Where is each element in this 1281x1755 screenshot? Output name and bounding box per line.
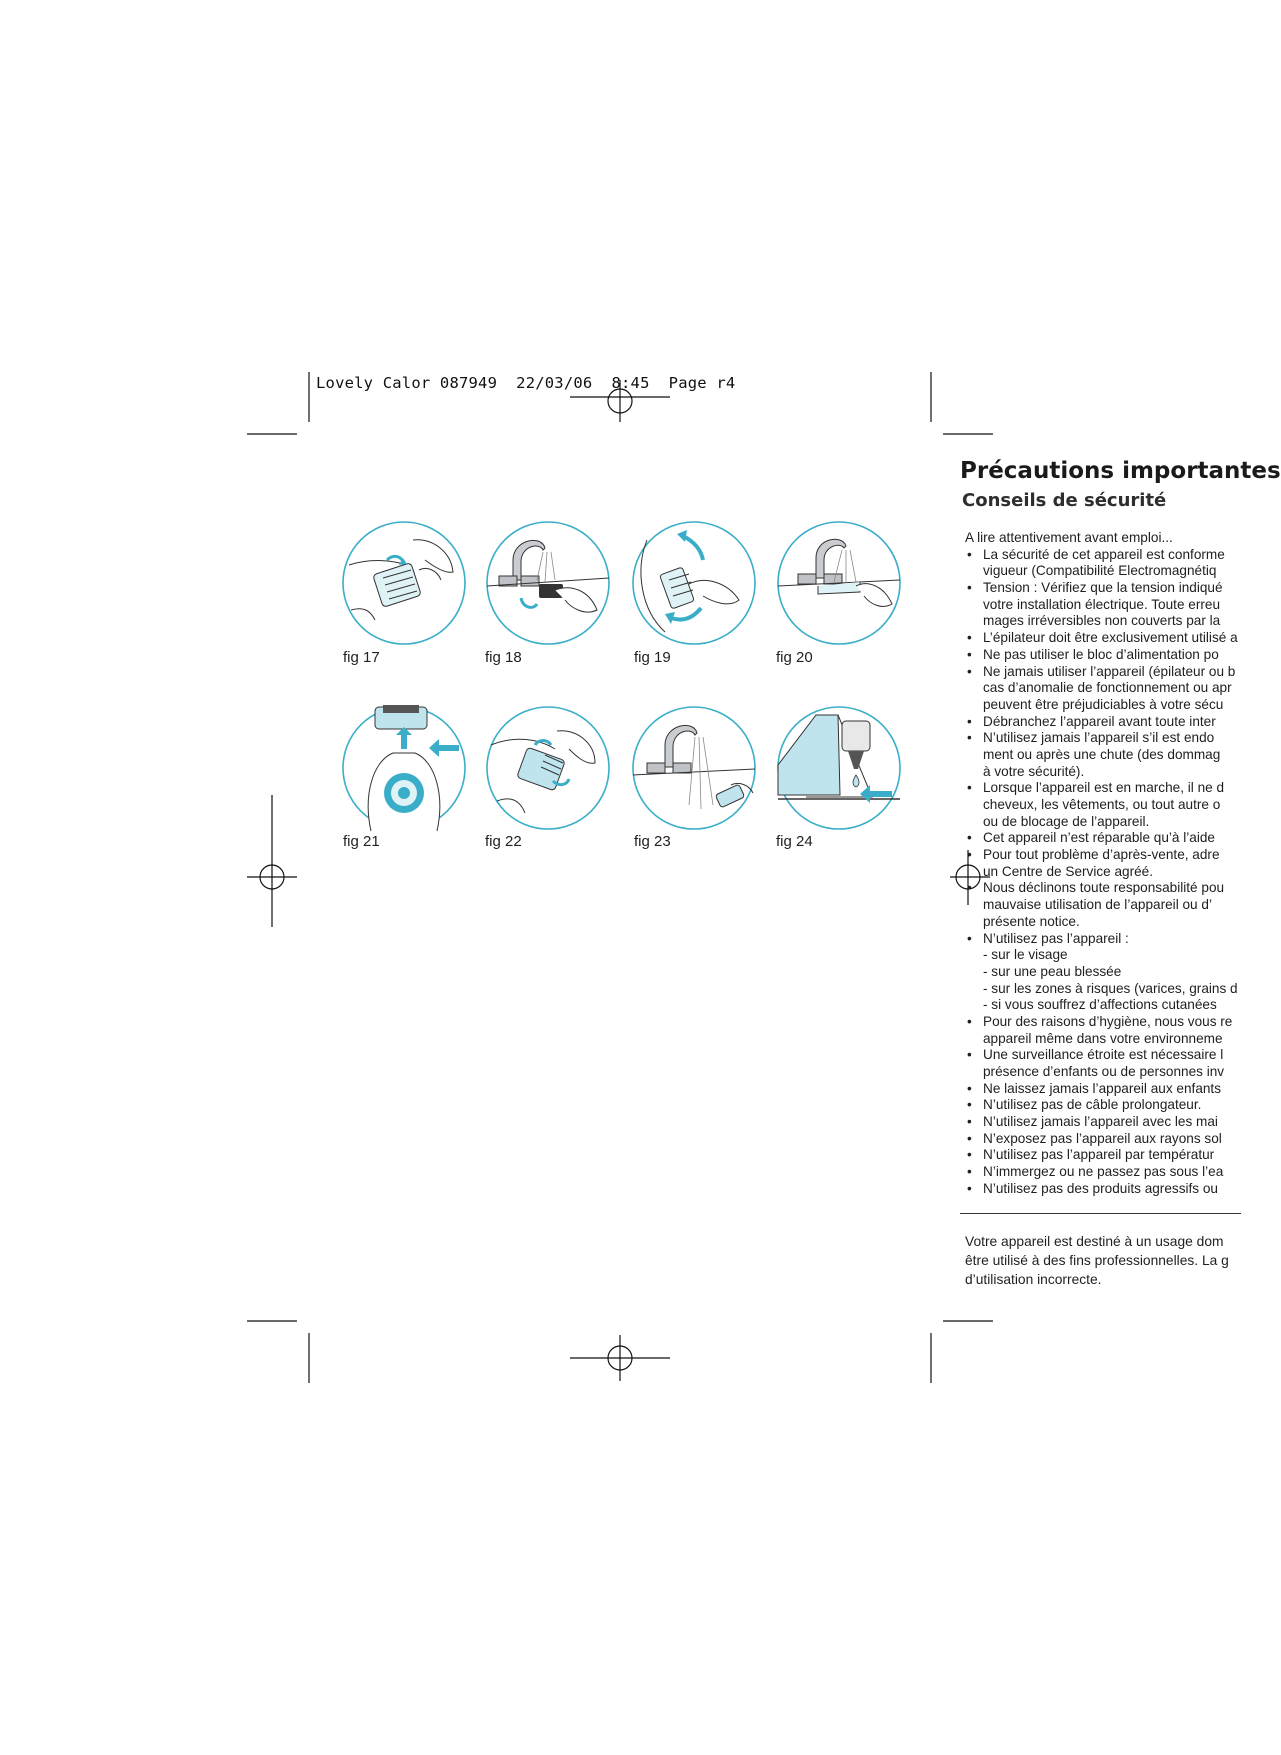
figure-caption: fig 23 — [634, 833, 671, 850]
footer-line: d’utilisation incorrecte. — [965, 1272, 1102, 1287]
section-title: Précautions importantes — [960, 458, 1281, 484]
shake-dry-icon — [631, 520, 757, 646]
bullet-item: • Ne laissez jamais l’appareil aux enfants — [965, 1081, 1241, 1098]
bullet-item: • Lorsque l’appareil est en marche, il ne d — [965, 780, 1241, 797]
divider — [960, 1213, 1241, 1214]
attach-head-icon — [341, 705, 467, 831]
bullet-item: • N’utilisez pas l’appareil : — [965, 931, 1241, 948]
text-line: - sur les zones à risques (varices, grains d — [983, 980, 1238, 996]
bullet-item: • N’exposez pas l’appareil aux rayons sol — [965, 1131, 1241, 1148]
figure-19 — [631, 520, 757, 646]
figure-caption: fig 18 — [485, 649, 522, 666]
text-line: mages irréversibles non couverts par la — [983, 613, 1221, 629]
brush-cleaning-icon — [341, 520, 467, 646]
text-line: cas d’anomalie de fonctionnement ou apr — [983, 680, 1232, 696]
figure-caption: fig 22 — [485, 833, 522, 850]
bullet-item: • N’utilisez pas de câble prolongateur. — [965, 1097, 1241, 1114]
figure-22 — [485, 705, 611, 831]
figure-20 — [776, 520, 902, 646]
bullet-item: • L’épilateur doit être exclusivement utilisé a — [965, 630, 1241, 647]
oil-drop-icon — [776, 705, 902, 831]
text-line: cheveux, les vêtements, ou tout autre o — [983, 797, 1221, 812]
figure-24 — [776, 705, 902, 831]
figure-21 — [341, 705, 467, 831]
text-line: vigueur (Compatibilité Electromagnétiq — [983, 563, 1217, 579]
bullet-item: • N’utilisez pas des produits agressifs ou — [965, 1181, 1241, 1198]
text-line: - sur une peau blessée — [983, 963, 1122, 979]
text-line: à votre sécurité). — [983, 763, 1085, 779]
bullet-item: • Pour tout problème d’après-vente, adre — [965, 847, 1241, 864]
footer-line: Votre appareil est destiné à un usage dom — [965, 1234, 1224, 1249]
tap-rinse-head-icon — [631, 705, 757, 831]
figure-18 — [485, 520, 611, 646]
text-line: ment ou après une chute (des dommag — [983, 746, 1221, 762]
bullet-item: • Tension : Vérifiez que la tension indiqué — [965, 580, 1241, 597]
text-line: mauvaise utilisation de l’appareil ou d’ — [983, 897, 1212, 913]
section-subtitle: Conseils de sécurité — [962, 490, 1167, 511]
bullet-item: • N’utilisez jamais l’appareil avec les mai — [965, 1114, 1241, 1131]
bullet-item: • Ne pas utiliser le bloc d’alimentation po — [965, 647, 1241, 664]
safety-instructions — [965, 530, 1241, 1198]
bullet-item: • Une surveillance étroite est nécessaire l — [965, 1047, 1241, 1064]
text-line: - si vous souffrez d’affections cutanées — [983, 997, 1217, 1013]
figure-caption: fig 21 — [343, 833, 380, 850]
usage-notice — [965, 1232, 1241, 1289]
bullet-item: • La sécurité de cet appareil est conforme — [965, 547, 1241, 564]
text-line: présente notice. — [983, 913, 1080, 929]
text-line: votre installation électrique. Toute erreu — [983, 596, 1221, 612]
text-line: un Centre de Service agréé. — [983, 863, 1154, 879]
bullet-item: • N’utilisez jamais l’appareil s’il est endo — [965, 730, 1241, 747]
footer-line: être utilisé à des fins professionnelles. La g — [965, 1253, 1229, 1268]
text-line: - sur le visage — [983, 947, 1068, 963]
figure-caption: fig 20 — [776, 649, 813, 666]
figure-23 — [631, 705, 757, 831]
tap-rinse-head-icon — [776, 520, 902, 646]
bullet-item: • N’utilisez pas l’appareil par températur — [965, 1147, 1241, 1164]
tap-rinse-icon — [485, 520, 611, 646]
text-line: A lire attentivement avant emploi... — [965, 530, 1173, 545]
figure-caption: fig 17 — [343, 649, 380, 666]
bullet-item: • Ne jamais utiliser l’appareil (épilateur ou b — [965, 664, 1241, 681]
text-line: appareil même dans votre environneme — [983, 1030, 1223, 1046]
bullet-item: • Débranchez l’appareil avant toute inter — [965, 714, 1241, 731]
print-slug: Lovely Calor 087949 22/03/06 8:45 Page r4 — [316, 374, 736, 392]
bullet-item: • Nous déclinons toute responsabilité pou — [965, 880, 1241, 897]
text-line: peuvent être préjudiciables à votre sécu — [983, 696, 1224, 712]
text-line: ou de blocage de l’appareil. — [983, 813, 1150, 829]
figure-17 — [341, 520, 467, 646]
brush-head-icon — [485, 705, 611, 831]
bullet-item: • Pour des raisons d’hygiène, nous vous re — [965, 1014, 1241, 1031]
figure-caption: fig 24 — [776, 833, 813, 850]
bullet-item: • N’immergez ou ne passez pas sous l’ea — [965, 1164, 1241, 1181]
bullet-item: • Cet appareil n’est réparable qu’à l’aide — [965, 830, 1241, 847]
text-line: présence d’enfants ou de personnes inv — [983, 1064, 1225, 1079]
figure-caption: fig 19 — [634, 649, 671, 666]
